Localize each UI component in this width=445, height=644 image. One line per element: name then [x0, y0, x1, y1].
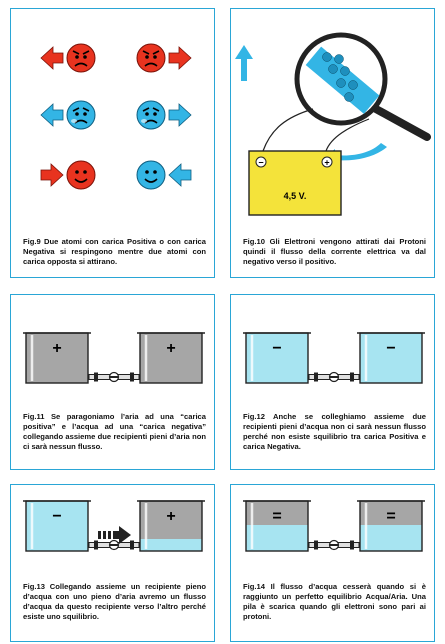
red-atom-icon	[67, 44, 95, 72]
left-sign: =	[272, 508, 282, 525]
right-sign: =	[386, 508, 396, 525]
valve-icon	[89, 373, 139, 382]
figure-13-caption: Fig.13 Collegando assieme un recipiente pieno d’acqua con uno pieno d’aria avremo un flusso d’acqua da questo recipiente verso l’altro perché esiste uno squilibrio.	[23, 582, 206, 621]
tanks-air-illustration	[11, 295, 214, 410]
figure-9-panel	[10, 8, 215, 278]
figure-12-caption: Fig.12 Anche se colleghiamo assieme due recipienti pieni d’acqua non ci sarà nessun flusso perché non esiste squilibrio tra carica Positiva e carica Negativa.	[243, 412, 426, 451]
right-sign: +	[166, 508, 176, 525]
positive-terminal-label: +	[324, 157, 330, 168]
blue-atom-icon	[67, 101, 95, 129]
atoms-illustration	[11, 9, 214, 219]
blue-atom-icon	[137, 161, 165, 189]
blue-atom-icon	[137, 101, 165, 129]
battery-voltage-label: 4,5 V.	[283, 191, 307, 201]
figure-10-caption: Fig.10 Gli Elettroni vengono attirati dai Protoni quindi il flusso della corrente elettrica va dal negativo verso il positivo.	[243, 237, 426, 266]
figure-11-caption: Fig.11 Se paragoniamo l’aria ad una “carica positiva” e l’acqua ad una “carica negativa” collegando assieme due recipienti pieni d’aria non ci sarà nessun flusso.	[23, 412, 206, 451]
row-attract	[41, 161, 191, 189]
figure-11-panel	[10, 294, 215, 470]
figure-12-panel	[230, 294, 435, 470]
arrow-left-icon	[169, 164, 191, 186]
figure-14-panel	[230, 484, 435, 642]
figure-9-caption: Fig.9 Due atomi con carica Positiva o con carica Negativa si respingono mentre due atomi con carica opposta si attirano.	[23, 237, 206, 266]
negative-terminal-label: −	[258, 157, 264, 168]
battery-illustration	[231, 9, 434, 224]
row-repel-positive	[41, 44, 191, 72]
tanks-flow-illustration	[11, 485, 214, 577]
battery-icon	[249, 151, 341, 215]
right-sign: +	[166, 340, 176, 357]
valve-icon	[309, 373, 359, 382]
left-sign: −	[52, 508, 62, 525]
row-repel-negative	[41, 101, 191, 129]
figure-13-panel	[10, 484, 215, 642]
figure-14-caption: Fig.14 Il flusso d’acqua cesserà quando si è raggiunto un perfetto equilibrio Acqua/Aria. Una pila è scarica quando gli elettroni sono pari ai protoni.	[243, 582, 426, 621]
valve-icon	[309, 541, 359, 550]
red-atom-icon	[137, 44, 165, 72]
red-atom-icon	[67, 161, 95, 189]
tanks-water-illustration	[231, 295, 434, 410]
left-sign: −	[272, 340, 282, 357]
right-sign: −	[386, 340, 396, 357]
tanks-equilibrium-illustration	[231, 485, 434, 577]
figure-10-panel	[230, 8, 435, 278]
arrow-right-icon	[41, 164, 63, 186]
arrow-left-icon	[41, 47, 63, 69]
arrow-up-icon	[235, 45, 253, 81]
arrow-right-icon	[169, 104, 191, 126]
left-sign: +	[52, 340, 62, 357]
arrow-right-icon	[169, 47, 191, 69]
valve-icon	[89, 541, 139, 550]
arrow-left-icon	[41, 104, 63, 126]
